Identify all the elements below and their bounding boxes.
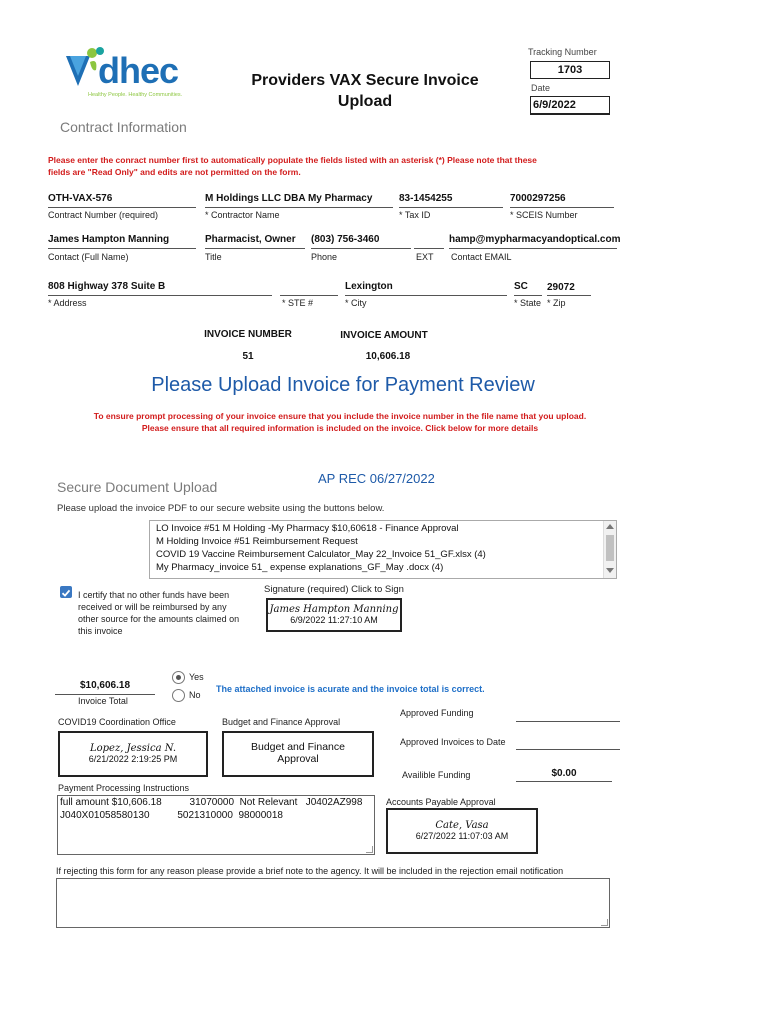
contract-note-line2: fields are "Read Only" and edits are not permitted on the form. xyxy=(48,167,301,177)
scroll-up-arrow-icon[interactable] xyxy=(606,524,614,529)
upload-note-line1: To ensure prompt processing of your invoice ensure that you include the invoice number in the file name that you upload. xyxy=(93,411,587,421)
payment-instructions-line2: J040X01058580130 5021310000 98000018 xyxy=(60,810,283,821)
accounts-payable-signature-box[interactable] xyxy=(386,808,538,854)
invoice-number-label: INVOICE NUMBER xyxy=(204,329,292,340)
ext-field[interactable] xyxy=(414,234,444,249)
sceis-number-label: * SCEIS Number xyxy=(510,210,578,220)
approved-invoices-field[interactable] xyxy=(516,736,620,750)
secure-upload-heading: Secure Document Upload xyxy=(57,479,218,495)
ste-label: * STE # xyxy=(282,298,314,308)
certify-checkbox[interactable] xyxy=(60,586,72,598)
invoice-total-field[interactable]: $10,606.18 xyxy=(55,680,155,695)
invoice-amount-field[interactable]: 10,606.18 xyxy=(365,351,411,362)
tracking-number-label: Tracking Number xyxy=(528,47,597,57)
budget-approval-label: Budget and Finance Approval xyxy=(222,717,341,727)
available-funding-field: $0.00 xyxy=(516,768,612,782)
rejection-note-label: If rejecting this form for any reason please provide a brief note to the agency. It will be included in the rejection email notification xyxy=(56,866,564,876)
signature-date: 6/9/2022 11:27:10 AM xyxy=(290,615,378,625)
contact-email-field[interactable]: hamp@mypharmacyandoptical.com xyxy=(449,234,617,249)
certify-text-line3: other source for the amounts claimed on xyxy=(78,614,240,624)
invoice-total-label: Invoice Total xyxy=(78,696,128,706)
covid-office-label: COVID19 Coordination Office xyxy=(58,717,176,727)
scroll-down-arrow-icon[interactable] xyxy=(606,568,614,573)
approved-funding-label: Approved Funding xyxy=(400,708,474,718)
radio-yes-label: Yes xyxy=(189,672,204,682)
covid-office-signature-box[interactable] xyxy=(58,731,208,777)
payment-instructions-line1: full amount $10,606.18 31070000 Not Relevant J0402AZ998 xyxy=(60,797,363,808)
date-field[interactable]: 6/9/2022 xyxy=(530,96,610,115)
accounts-payable-sign-date: 6/27/2022 11:07:03 AM xyxy=(415,831,509,841)
invoice-correct-statement: The attached invoice is acurate and the invoice total is correct. xyxy=(216,684,485,694)
contact-name-label: Contact (Full Name) xyxy=(48,252,129,262)
covid-office-sign-date: 6/21/2022 2:19:25 PM xyxy=(88,754,178,764)
payment-instructions-textarea[interactable] xyxy=(57,795,375,855)
radio-yes[interactable] xyxy=(172,671,185,684)
phone-label: Phone xyxy=(311,252,338,262)
radio-no[interactable] xyxy=(172,689,185,702)
radio-no-label: No xyxy=(189,690,201,700)
contractor-name-field: M Holdings LLC DBA My Pharmacy xyxy=(205,193,393,208)
address-label: * Address xyxy=(48,298,87,308)
covid-office-signer-name: Lopez, Jessica N. xyxy=(89,743,177,754)
tax-id-field: 83-1454255 xyxy=(399,193,503,208)
title-label: Title xyxy=(205,252,222,262)
upload-note-line2: Please ensure that all required information is included on the invoice. Click below for more details xyxy=(141,423,539,433)
title-field[interactable]: Pharmacist, Owner xyxy=(205,234,305,249)
phone-field[interactable]: (803) 756-3460 xyxy=(311,234,411,249)
certify-text-line2: received or will be reimbursed by any xyxy=(78,602,227,612)
zip-field: 29072 xyxy=(547,282,591,296)
city-field: Lexington xyxy=(345,281,507,296)
payment-instructions-label: Payment Processing Instructions xyxy=(58,783,190,793)
file-list-item[interactable]: COVID 19 Vaccine Reimbursement Calculator_May 22_Invoice 51_GF.xlsx (4) xyxy=(156,549,486,560)
checkmark-icon xyxy=(60,587,72,599)
file-list-item[interactable]: My Pharmacy_invoice 51_ expense explanations_GF_May .docx (4) xyxy=(156,562,444,573)
certify-text-line4: this invoice xyxy=(78,626,123,636)
upload-instructions: Please upload the invoice PDF to our secure website using the buttons below. xyxy=(57,503,385,514)
logo-tagline: Healthy People. Healthy Communities. xyxy=(88,92,183,98)
state-field: SC xyxy=(514,281,542,296)
resize-grip-icon[interactable] xyxy=(366,846,373,853)
invoice-amount-label: INVOICE AMOUNT xyxy=(340,330,428,341)
file-list-item[interactable]: M Holding Invoice #51 Reimbursement Request xyxy=(156,536,358,547)
logo-brand-text: dhec xyxy=(98,50,179,91)
radio-yes-dot xyxy=(176,675,181,680)
city-label: * City xyxy=(345,298,367,308)
ap-received-stamp: AP REC 06/27/2022 xyxy=(318,471,435,486)
form-title-line2: Upload xyxy=(337,93,393,110)
signature-name: James Hampton Manning xyxy=(269,604,399,615)
file-list-item[interactable]: LO Invoice #51 M Holding -My Pharmacy $10,60618 - Finance Approval xyxy=(156,523,459,534)
rejection-resize-grip-icon[interactable] xyxy=(601,919,608,926)
rejection-note-textarea[interactable] xyxy=(56,878,610,928)
provider-signature-box[interactable] xyxy=(266,598,402,632)
budget-box-line2: Approval xyxy=(277,753,319,765)
scroll-thumb[interactable] xyxy=(606,535,614,561)
date-label: Date xyxy=(531,83,551,93)
certify-text-line1: I certify that no other funds have been xyxy=(78,590,230,600)
budget-approval-box[interactable] xyxy=(222,731,374,777)
file-list-scrollbar[interactable] xyxy=(603,521,616,578)
form-title-line1: Providers VAX Secure Invoice xyxy=(251,72,479,89)
tracking-number-field[interactable]: 1703 xyxy=(530,61,610,79)
ext-label: EXT xyxy=(416,252,434,262)
upload-heading: Please Upload Invoice for Payment Review xyxy=(151,374,535,396)
contact-email-label: Contact EMAIL xyxy=(451,252,512,262)
uploaded-files-list[interactable] xyxy=(149,520,617,579)
budget-box-line1: Budget and Finance xyxy=(251,741,345,753)
approved-invoices-label: Approved Invoices to Date xyxy=(400,737,506,747)
sceis-number-field: 7000297256 xyxy=(510,193,614,208)
accounts-payable-label: Accounts Payable Approval xyxy=(386,797,496,807)
form-title xyxy=(230,70,500,112)
certify-text xyxy=(78,589,258,637)
state-label: * State xyxy=(514,298,542,308)
zip-label: * Zip xyxy=(547,298,566,308)
contract-number-label: Contract Number (required) xyxy=(48,210,159,220)
signature-label: Signature (required) Click to Sign xyxy=(264,584,404,595)
contract-note-line1: Please enter the conract number first to automatically populate the fields listed with an asterisk (*) Please note that these xyxy=(48,155,537,165)
invoice-number-field[interactable]: 51 xyxy=(242,351,254,362)
contractor-name-label: * Contractor Name xyxy=(205,210,280,220)
tax-id-label: * Tax ID xyxy=(399,210,431,220)
approved-funding-field[interactable] xyxy=(516,708,620,722)
upload-note xyxy=(40,410,640,434)
accounts-payable-signer-name: Cate, Vasa xyxy=(435,820,489,831)
contract-note xyxy=(48,154,608,178)
contact-name-field[interactable]: James Hampton Manning xyxy=(48,234,196,249)
ste-field xyxy=(280,281,338,296)
contract-number-field[interactable]: OTH-VAX-576 xyxy=(48,193,196,208)
dhec-logo xyxy=(62,44,202,106)
available-funding-label: Availible Funding xyxy=(402,770,471,780)
address-field: 808 Highway 378 Suite B xyxy=(48,281,272,296)
contract-information-heading: Contract Information xyxy=(60,119,187,135)
